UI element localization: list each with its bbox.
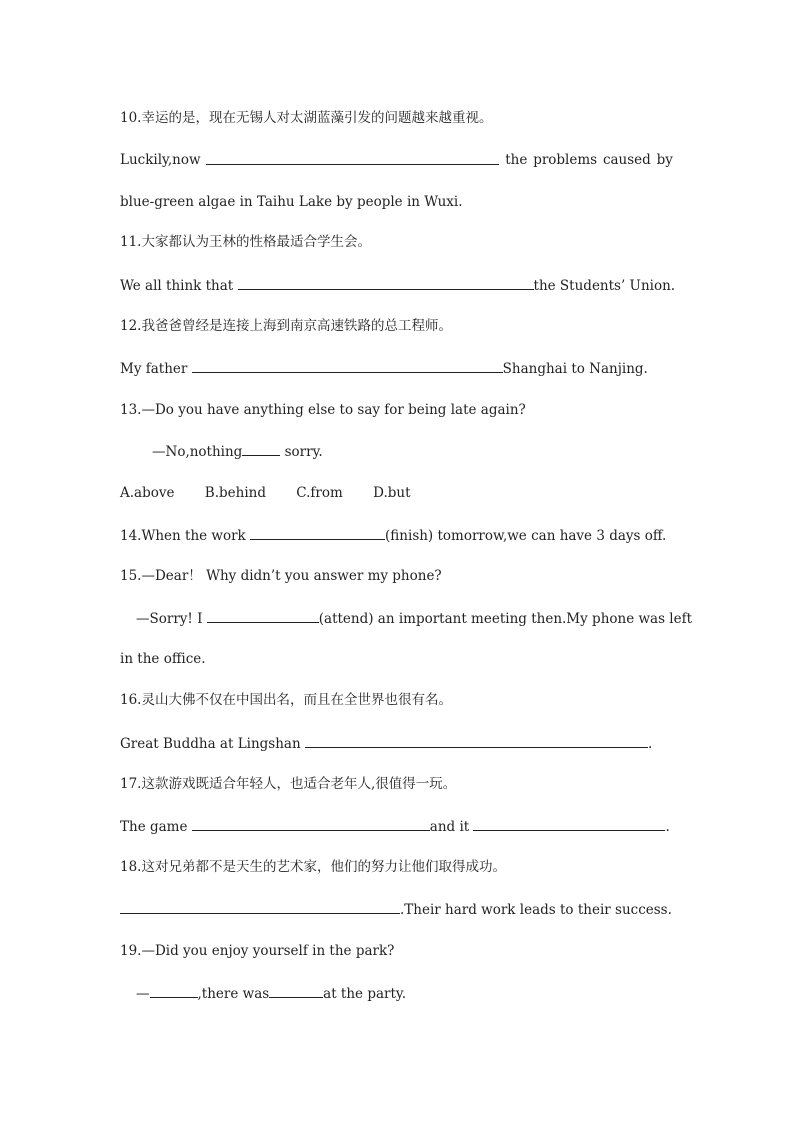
q11-blank[interactable] [238, 275, 534, 290]
q13-option-d[interactable]: D.but [373, 485, 411, 501]
q10-blank[interactable] [206, 150, 499, 165]
q10-answer-line [120, 150, 673, 170]
q10-word: problems [533, 152, 598, 168]
q12-blank[interactable] [192, 358, 503, 373]
q13-prompt: 13.—Do you have anything else to say for being late again? [120, 402, 526, 418]
q16-blank[interactable] [305, 733, 648, 748]
q16-answer-tail: . [647, 736, 653, 752]
q19-prompt: 19.—Did you enjoy yourself in the park? [120, 943, 395, 959]
q10-answer-lead: Luckily,now [120, 152, 201, 168]
q18-prompt: 18.这对兄弟都不是天生的艺术家，他们的努力让他们取得成功。 [120, 859, 506, 875]
q14-blank[interactable] [250, 525, 385, 540]
q19-reply-lead: — [136, 986, 150, 1002]
q15-reply-continuation: in the office. [120, 651, 206, 667]
q17-answer-mid: and it [429, 819, 474, 835]
q19-reply-tail: at the party. [323, 986, 407, 1002]
q13-options [120, 483, 437, 503]
q13-reply-line [152, 441, 323, 462]
q15-reply-lead: —Sorry! I [136, 611, 207, 627]
q17-answer-lead: The game [120, 819, 192, 835]
q18-answer-tail: .Their hard work leads to their success. [400, 902, 672, 918]
q17-prompt: 17.这款游戏既适合年轻人，也适合老年人,很值得一玩。 [120, 776, 457, 792]
q12-answer-lead: My father [120, 361, 192, 377]
q15-reply-tail: (attend) an important meeting then.My phone was left [318, 611, 693, 627]
q18-blank[interactable] [120, 899, 400, 914]
q19-reply-line [136, 983, 406, 1004]
q10-word: caused [602, 152, 651, 168]
q17-answer-tail: . [665, 819, 670, 835]
q17-blank-1[interactable] [192, 816, 430, 831]
q15-prompt: 15.—Dear！ Why didn’t you answer my phone? [120, 568, 442, 584]
q13-option-a[interactable]: A.above [120, 485, 175, 501]
q14-tail: (finish) tomorrow,we can have 3 days off. [385, 528, 667, 544]
q13-option-c[interactable]: C.from [296, 485, 343, 501]
q15-reply-line [136, 608, 692, 629]
q11-answer-tail: the Students’ Union. [533, 278, 676, 294]
q11-answer-line [120, 275, 675, 296]
q19-blank-2[interactable] [269, 983, 323, 998]
q13-option-b[interactable]: B.behind [204, 485, 266, 501]
q12-answer-tail: Shanghai to Nanjing. [502, 361, 648, 377]
q18-answer-line [120, 899, 672, 920]
q13-reply-tail: sorry. [280, 444, 323, 460]
q17-answer-line [120, 816, 670, 837]
q17-blank-2[interactable] [473, 816, 665, 831]
q13-reply-lead: —No,nothing [152, 444, 243, 460]
q10-answer-continuation: blue-green algae in Taihu Lake by people in Wuxi. [120, 194, 463, 210]
q12-prompt: 12.我爸爸曾经是连接上海到南京高速铁路的总工程师。 [120, 318, 452, 334]
q19-reply-mid: ,there was [197, 986, 270, 1002]
q10-word: by [656, 152, 673, 168]
q19-blank-1[interactable] [150, 983, 198, 998]
q13-blank[interactable] [242, 441, 280, 456]
q10-word: the [505, 152, 528, 168]
q11-prompt: 11.大家都认为王林的性格最适合学生会。 [120, 234, 371, 250]
q16-answer-line [120, 733, 652, 754]
q16-answer-lead: Great Buddha at Lingshan [120, 736, 305, 752]
q15-blank[interactable] [207, 608, 319, 623]
q12-answer-line [120, 358, 648, 379]
q14-lead: 14.When the work [120, 528, 251, 544]
q16-prompt: 16.灵山大佛不仅在中国出名，而且在全世界也很有名。 [120, 692, 452, 708]
q14-line [120, 525, 666, 546]
q11-answer-lead: We all think that [120, 278, 238, 294]
q10-prompt: 10.幸运的是，现在无锡人对太湖蓝藻引发的问题越来越重视。 [120, 110, 493, 126]
